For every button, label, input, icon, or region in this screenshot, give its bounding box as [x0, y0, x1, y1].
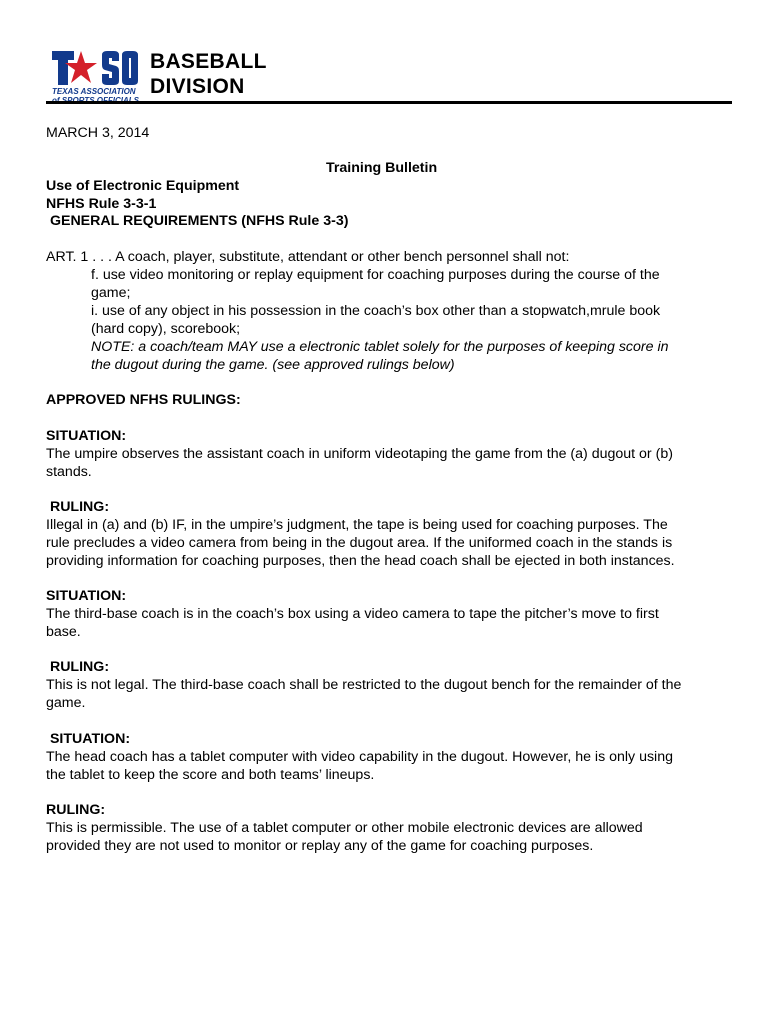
logo-letter-t: [52, 51, 74, 85]
ruling-label: RULING:: [46, 659, 110, 675]
ruling-label: RULING:: [46, 802, 106, 818]
article-intro: ART. 1 . . . A coach, player, substitute, attendant or other bench personnel shall not:: [46, 249, 570, 265]
division-title-line2: DIVISION: [150, 75, 245, 98]
article-note-line1: NOTE: a coach/team MAY use a electronic tablet solely for the purposes of keeping score in: [91, 339, 669, 355]
situation-label: SITUATION:: [46, 731, 131, 747]
article-f-line2: game;: [91, 285, 131, 301]
article-i-line1: i. use of any object in his possession in the coach’s box other than a stopwatch,mrule book: [91, 303, 661, 319]
article-f-line1: f. use video monitoring or replay equipment for coaching purposes during the course of the: [91, 267, 660, 283]
ruling-text: providing information for coaching purposes, then the head coach shall be ejected in both instances.: [46, 553, 675, 569]
bulletin-title: Training Bulletin: [326, 160, 438, 176]
situation-text: base.: [46, 624, 81, 640]
logo-letter-o: [122, 51, 138, 85]
topic-line-2: NFHS Rule 3-3-1: [46, 196, 157, 212]
situation-label: SITUATION:: [46, 428, 127, 444]
division-title-line1: BASEBALL: [150, 50, 267, 73]
situation-text: The head coach has a tablet computer with video capability in the dugout. However, he is only using: [46, 749, 673, 765]
bulletin-date: MARCH 3, 2014: [46, 125, 150, 141]
approved-rulings-heading: APPROVED NFHS RULINGS:: [46, 392, 241, 408]
ruling-text: provided they are not used to monitor or replay any of the game for coaching purposes.: [46, 838, 594, 854]
ruling-text: rule precludes a video camera from being in the dugout area. If the uniformed coach in the stands is: [46, 535, 673, 551]
header-divider: [46, 101, 732, 104]
article-i-line2: (hard copy), scorebook;: [91, 321, 241, 337]
situation-text: the tablet to keep the score and both teams’ lineups.: [46, 767, 375, 783]
ruling-text: game.: [46, 695, 86, 711]
logo-letter-s: [102, 51, 119, 85]
taso-logo: [50, 49, 140, 105]
logo-line1: TEXAS ASSOCIATION: [52, 87, 136, 96]
ruling-text: This is not legal. The third-base coach shall be restricted to the dugout bench for the remainder of the: [46, 677, 682, 693]
ruling-text: This is permissible. The use of a tablet computer or other mobile electronic devices are allowed: [46, 820, 643, 836]
situation-label: SITUATION:: [46, 588, 127, 604]
topic-line-3: GENERAL REQUIREMENTS (NFHS Rule 3-3): [46, 213, 349, 229]
situation-text: The umpire observes the assistant coach in uniform videotaping the game from the (a) dugout or (b): [46, 446, 673, 462]
article-note-line2: the dugout during the game. (see approved rulings below): [91, 357, 455, 373]
ruling-label: RULING:: [46, 499, 110, 515]
situation-text: stands.: [46, 464, 92, 480]
situation-text: The third-base coach is in the coach’s box using a video camera to tape the pitcher’s move to first: [46, 606, 659, 622]
topic-line-1: Use of Electronic Equipment: [46, 178, 240, 194]
ruling-text: Illegal in (a) and (b) IF, in the umpire’s judgment, the tape is being used for coaching purposes. The: [46, 517, 668, 533]
